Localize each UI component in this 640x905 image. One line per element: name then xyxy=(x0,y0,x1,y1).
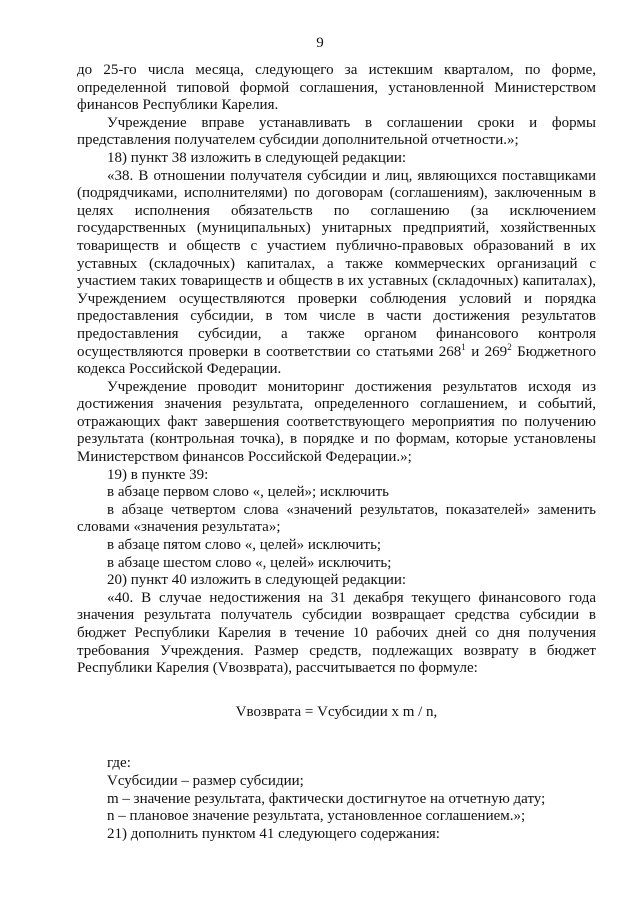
page-number: 9 xyxy=(316,35,324,51)
paragraph-item-18: 18) пункт 38 изложить в следующей редакции: xyxy=(107,149,407,166)
formula-where-label: где: xyxy=(107,755,131,772)
paragraph-continuation: до 25-го числа месяца, следующего за истекшим кварталом, по форме, определенной типовой формой соглашения, установленной Министерством финансов Республики Карелия. xyxy=(77,62,596,114)
paragraph-fifth-abzats: в абзаце пятом слово «, целей» исключить; xyxy=(107,537,382,554)
document-body xyxy=(77,62,596,843)
refund-formula: Vвозврата = Vсубсидии x m / n, xyxy=(235,703,438,720)
clause-38-sup-1: 1 xyxy=(461,341,466,352)
paragraph-sixth-abzats: в абзаце шестом слово «, целей» исключить; xyxy=(107,554,392,571)
paragraph-clause-38 xyxy=(77,168,596,379)
paragraph-first-abzats: в абзаце первом слово «, целей»; исключить xyxy=(107,484,389,501)
clause-38-text-before: «38. В отношении получателя субсидии и лиц, являющихся поставщиками (подрядчиками, исполнителями) по договорам (соглашениям), заключенным в целях исполнения обязательств по соглашению (за исключением государственных (муниципальных) унитарных предприятий, хозяйственных товариществ и обществ с участием публично-правовых образований в их уставных (складочных) капиталах, а также коммерческих организаций с участием таких товариществ и обществ в их уставных (складочных) капиталах), Учреждением осуществляются проверки соблюдения условий и порядка предоставления субсидии, в том числе в части достижения результатов предоставления субсидии, а также органом финансового контроля осуществляются проверки в соответствии со статьями 268 xyxy=(77,167,596,360)
clause-38-text-middle: и 269 xyxy=(465,343,508,360)
clause-38-text-after: Бюджетного кодекса Российской Федерации. xyxy=(77,343,596,378)
clause-38-sup-2: 2 xyxy=(507,341,512,352)
paragraph-clause-40: «40. В случае недостижения на 31 декабря текущего финансового года значения результата получатель субсидии возвращает средства субсидии в бюджет Республики Карелия в течение 10 рабочих дней со дня получения требования Учреждения. Размер средств, подлежащих возврату в бюджет Республики Карелия (Vвозврата), рассчитывается по формуле: xyxy=(77,589,596,677)
paragraph-monitoring: Учреждение проводит мониторинг достижения результатов исходя из достижения значения результата, определенного соглашением, и событий, отражающих факт завершения соответствующего мероприятия по получению результата (контрольная точка), в порядке и по формам, которые установлены Министерством финансов Российской Федерации.»; xyxy=(77,378,596,466)
paragraph-item-19: 19) в пункте 39: xyxy=(107,466,209,483)
paragraph-item-20: 20) пункт 40 изложить в следующей редакции: xyxy=(107,572,407,589)
formula-def-m: m – значение результата, фактически достигнутое на отчетную дату; xyxy=(107,790,546,807)
paragraph-additional-reporting: Учреждение вправе устанавливать в соглашении сроки и формы представления получателем субсидии дополнительной отчетности.»; xyxy=(77,114,596,149)
paragraph-item-21: 21) дополнить пунктом 41 следующего содержания: xyxy=(107,825,440,842)
formula-def-n: n – плановое значение результата, установленное соглашением.»; xyxy=(107,808,526,825)
paragraph-fourth-abzats: в абзаце четвертом слова «значений результатов, показателей» заменить словами «значения результата»; xyxy=(77,501,596,536)
formula-def-vsubsidii: Vсубсидии – размер субсидии; xyxy=(107,772,304,789)
